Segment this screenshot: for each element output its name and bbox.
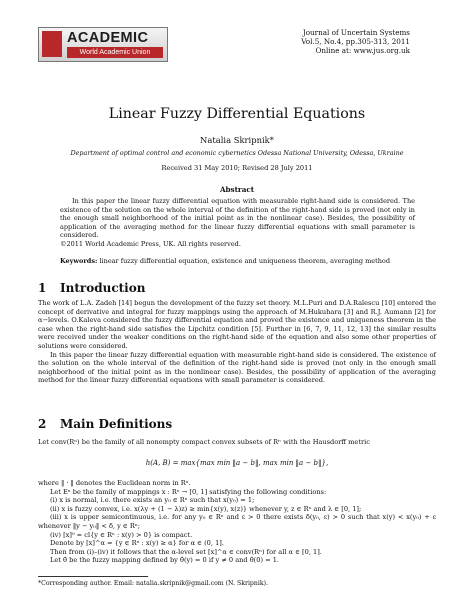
paragraph: Let conv(Rⁿ) be the family of all nonempty compact convex subsets of Rⁿ with the Hausdorff metric: [38, 438, 370, 446]
definitions-intro: [38, 438, 436, 447]
received-dates: Received 31 May 2010; Revised 28 July 2011: [161, 164, 313, 172]
keywords-text: linear fuzzy differential equation, existence and uniqueness theorem, averaging method: [99, 257, 390, 265]
abstract-text: In this paper the linear fuzzy differential equation with measurable right-hand side is considered. The existence of the solution on the whole interval of the definition of the right-hand side is proved (not only in the enough small neighborhood of the initial point as in the nonlinear case). Besides, the possibility of application of the averaging method for the linear fuzzy differential equations with small parameter is considered.: [60, 197, 415, 240]
paragraph: The work of L.A. Zadeh [14] begun the development of the fuzzy set theory. M.L.Puri and D.A.Ralescu [10] entered the concept of derivative and integral for fuzzy mappings using the approach of M.Hukuhara [3] and R.J. Aumann [2] for α−levels. O.Kaleva considered the fuzzy differential equation and proved the existence and uniqueness theorem in the case when the right-hand side satisfies the Lipchitz condition [5]. Further in [6, 7, 9, 11, 12, 13] the similar results were received under the weaker conditions on the right-hand side of the equation and also some other properties of solutions were considered.: [38, 299, 436, 350]
author-affiliation: Department of optimal control and economic cybernetics Odessa National University, Odessa, Ukraine: [70, 149, 404, 157]
paragraph: In this paper the linear fuzzy differential equation with measurable right-hand side is considered. The existence of the solution on the whole interval of the definition of the right-hand side is proved (not only in the enough small neighborhood of the initial point as in the nonlinear case). Besides, the possibility of application of the averaging method for the linear fuzzy differential equations with small parameter is considered.: [38, 350, 436, 385]
paragraph: Denote by [x]^α = {y ∈ Rⁿ : x(y) ≥ α} for α ∈ (0, 1].: [50, 539, 224, 548]
journal-url: Online at: www.jus.org.uk: [315, 46, 410, 56]
footnote-rule: [38, 576, 148, 577]
journal-name: Journal of Uncertain Systems: [302, 28, 410, 37]
condition-item: (iv) [x]⁰ = cl{y ∈ Rⁿ : x(y) > 0} is compact.: [50, 530, 193, 539]
paper-author: Natalia Skripnik*: [200, 135, 274, 145]
introduction-body: [38, 299, 436, 385]
definitions-body: [38, 479, 436, 565]
abstract-body: [60, 197, 415, 249]
copyright-line: ©2011 World Academic Press, UK. All rights reserved.: [60, 239, 241, 248]
section-number: 2: [38, 417, 47, 431]
paragraph: Let Eⁿ be the family of mappings x : Rⁿ → [0, 1] satisfying the following conditions:: [50, 487, 327, 496]
keywords-label: Keywords:: [60, 257, 98, 265]
abstract-heading: Abstract: [219, 185, 255, 194]
condition-item: (i) x is normal, i.e. there exists an y₀ ∈ Rⁿ such that x(y₀) = 1;: [50, 496, 255, 505]
journal-volume: Vol.5, No.4, pp.305-313, 2011: [301, 37, 410, 47]
publisher-logo: [38, 27, 168, 62]
hausdorff-formula: h(A, B) = max{max min ‖a − b‖, max min ‖a − b‖},: [145, 459, 329, 467]
keywords-line: [60, 257, 420, 265]
condition-item: (iii) x is upper semicontinuous, i.e. for any y₀ ∈ Rⁿ and ε > 0 there exists δ(y₀, ε) > 0 such that x(y) < x(y₀) + ε whenever ‖y − y₀‖ < δ, y ∈ Rⁿ;: [38, 513, 436, 530]
section-heading-introduction: [38, 281, 145, 295]
section-number: 1: [38, 281, 47, 295]
logo-title: ACADEMIC: [67, 30, 149, 46]
logo-mark-icon: [42, 31, 62, 57]
section-heading-main-definitions: [38, 417, 172, 431]
condition-item: (ii) x is fuzzy convex, i.e. x(λy + (1 − λ)z) ≥ min{x(y), x(z)} whenever y, z ∈ Rⁿ and λ ∈ [0, 1];: [50, 504, 362, 513]
section-title: Introduction: [60, 281, 146, 295]
paragraph: where ‖ · ‖ denotes the Euclidean norm in Rⁿ.: [38, 479, 191, 487]
footnote: *Corresponding author. Email: natalia.skripnik@gmail.com (N. Skripnik).: [38, 580, 268, 587]
paragraph: Let θ̂ be the fuzzy mapping defined by θ̂(y) = 0 if y ≠ 0 and θ̂(0) = 1.: [50, 556, 280, 565]
journal-info: [301, 28, 410, 56]
paragraph: Then from (i)–(iv) it follows that the α-level set [x]^α ∈ conv(Rⁿ) for all α ∈ [0, 1].: [50, 547, 322, 556]
logo-subtitle: World Academic Union: [67, 47, 163, 58]
paper-title: Linear Fuzzy Differential Equations: [108, 106, 366, 122]
section-title: Main Definitions: [60, 417, 173, 431]
